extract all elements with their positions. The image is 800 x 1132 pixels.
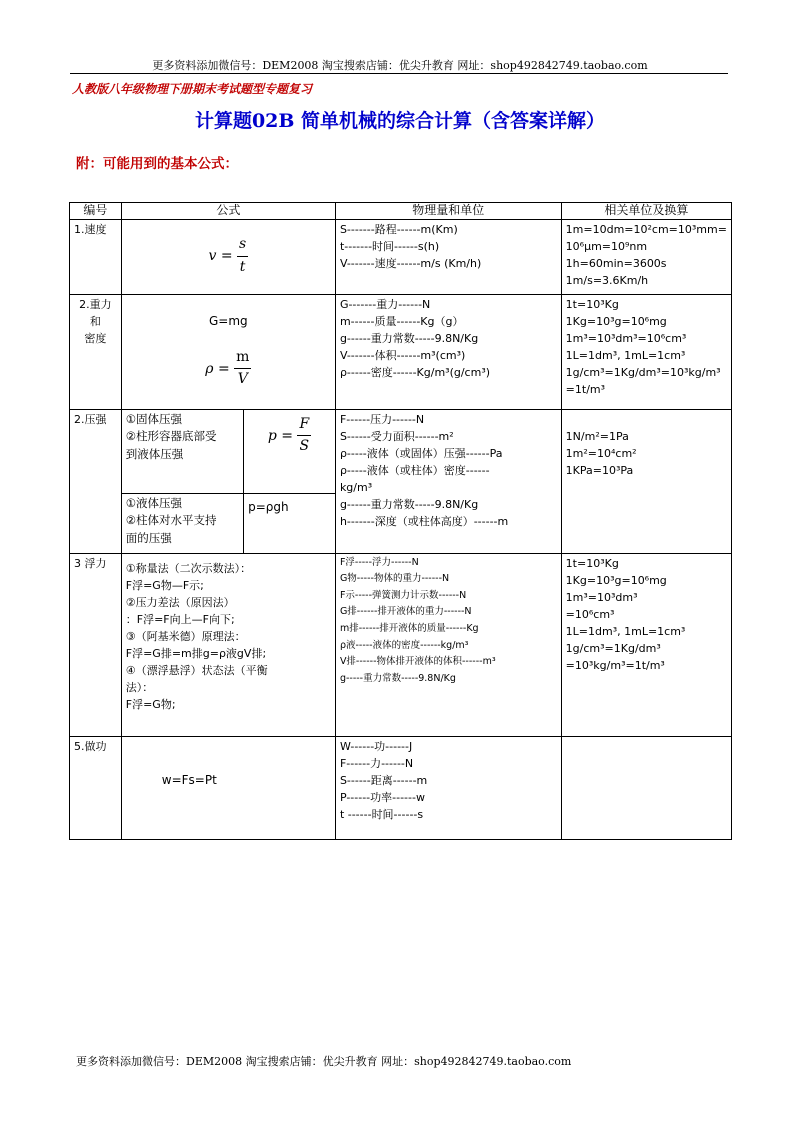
- list-item: G排------排开液体的重力------N: [339, 606, 472, 618]
- list-item: ρ------密度------Kg/m³(g/cm³): [339, 365, 491, 379]
- fraction: $\frac{m}{V}$: [236, 348, 250, 388]
- list-item: F浮-----浮力------N: [339, 556, 419, 568]
- page-footer: 更多资料添加微信号：DEM2008 淘宝搜索店铺：优尖升教育 网址：shop492842749.taobao.com: [76, 1055, 572, 1068]
- list-item: 1g/cm³=1Kg/dm³: [565, 641, 661, 655]
- list-item: G-------重力------N: [339, 297, 431, 311]
- list-item: ④（漂浮悬浮）状态法（平衡: [125, 663, 268, 677]
- gravity-units: [561, 294, 731, 409]
- list-item: 1m/s=3.6Km/h: [565, 273, 649, 287]
- row-label-gravity: 2.重力 和 密度: [70, 294, 122, 409]
- list-item: F------压力------N: [339, 412, 425, 426]
- gravity-formula: G=mg ρ = $\frac{m}{V}$: [121, 294, 335, 409]
- list-item: 1L=1dm³, 1mL=1cm³: [565, 348, 686, 362]
- fraction: $\frac{s}{t}$: [239, 236, 247, 276]
- formula-table: [69, 202, 732, 840]
- speed-quantities: [335, 219, 561, 294]
- col-header-units: 相关单位及换算: [561, 203, 731, 220]
- list-item: =10⁶cm³: [565, 607, 615, 621]
- page-title: 计算题02B 简单机械的综合计算（含答案详解）: [194, 110, 606, 132]
- series-subtitle: 人教版八年级物理下册期末考试题型专题复习: [72, 82, 313, 96]
- list-item: F浮=G物—F示;: [125, 578, 204, 592]
- list-item: ①称量法（二次示数法）：: [125, 561, 252, 575]
- row-label-pressure: 2.压强: [70, 409, 122, 553]
- list-item: g-----重力常数-----9.8N/Kg: [339, 672, 456, 684]
- col-header-quantity: 物理量和单位: [335, 203, 561, 220]
- list-item: F------力------N: [339, 756, 414, 770]
- list-item: g------重力常数-----9.8N/Kg: [339, 331, 479, 345]
- fraction: $\frac{F}{S}$: [299, 415, 310, 455]
- speed-units: [561, 219, 731, 294]
- list-item: 1KPa=10³Pa: [565, 463, 634, 477]
- pressure-formula-2: p=ρgh: [244, 493, 336, 553]
- list-item: h-------深度（或柱体高度）------m: [339, 514, 509, 528]
- list-item: ρ-----液体（或柱体）密度------: [339, 463, 490, 477]
- pressure-case-2: ①液体压强 ②柱体对水平支持 面的压强: [121, 493, 243, 553]
- list-item: 1N/m²=1Pa: [565, 429, 629, 443]
- table-row-gravity: [70, 294, 732, 409]
- buoyancy-quantities: [335, 553, 561, 736]
- list-item: 法）：: [125, 680, 154, 694]
- speed-formula: v = $\frac{s}{t}$: [121, 219, 335, 294]
- list-item: F浮=G物;: [125, 697, 176, 711]
- page-header: 更多资料添加微信号：DEM2008 淘宝搜索店铺：优尖升教育 网址：shop492842749.taobao.com: [152, 59, 648, 72]
- work-formula: w=Fs=Pt: [121, 736, 335, 839]
- list-item: 1t=10³Kg: [565, 297, 619, 311]
- table-header-row: [70, 203, 732, 220]
- list-item: 1Kg=10³g=10⁶mg: [565, 314, 667, 328]
- list-item: 1m²=10⁴cm²: [565, 446, 637, 460]
- row-label-buoyancy: 3 浮力: [70, 553, 122, 736]
- header-divider: [70, 73, 728, 74]
- pressure-units: [561, 409, 731, 553]
- work-units: [561, 736, 731, 839]
- row-label-work: 5.做功: [70, 736, 122, 839]
- list-item: W------功------J: [339, 739, 413, 753]
- formula-section-heading: 附：可能用到的基本公式：: [76, 156, 238, 172]
- buoyancy-units: [561, 553, 731, 736]
- table-row-buoyancy: [70, 553, 732, 736]
- list-item: g------重力常数-----9.8N/Kg: [339, 497, 479, 511]
- list-item: ：F浮=F向上—F向下;: [125, 612, 235, 626]
- table-row-speed: [70, 219, 732, 294]
- list-item: =10³kg/m³=1t/m³: [565, 658, 665, 672]
- list-item: V-------体积------m³(cm³): [339, 348, 466, 362]
- list-item: 1Kg=10³g=10⁶mg: [565, 573, 667, 587]
- work-quantities: [335, 736, 561, 839]
- list-item: G物-----物体的重力------N: [339, 573, 450, 585]
- list-item: F示-----弹簧测力计示数------N: [339, 589, 467, 601]
- pressure-formula-1: p = $\frac{F}{S}$: [244, 409, 336, 493]
- list-item: ρ液-----液体的密度------kg/m³: [339, 639, 469, 651]
- row-label-speed: 1.速度: [70, 219, 122, 294]
- list-item: S-------路程------m(Km): [339, 222, 458, 236]
- list-item: V-------速度------m/s (Km/h): [339, 256, 482, 270]
- list-item: S------距离------m: [339, 773, 428, 787]
- list-item: P------功率------w: [339, 790, 425, 804]
- buoyancy-methods: [121, 553, 335, 736]
- list-item: 10⁶μm=10⁹nm: [565, 239, 648, 253]
- table-row-work: [70, 736, 732, 839]
- list-item: 1m=10dm=10²cm=10³mm=: [565, 222, 727, 236]
- col-header-formula: 公式: [121, 203, 335, 220]
- col-header-id: 编号: [70, 203, 122, 220]
- list-item: 1L=1dm³, 1mL=1cm³: [565, 624, 686, 638]
- table-row-pressure: [70, 409, 732, 493]
- list-item: kg/m³: [339, 480, 373, 494]
- list-item: V排------物体排开液体的体积------m³: [339, 656, 496, 668]
- pressure-case-1: ①固体压强 ②柱形容器底部受 到液体压强: [121, 409, 243, 493]
- gravity-quantities: [335, 294, 561, 409]
- list-item: 1m³=10³dm³: [565, 590, 638, 604]
- list-item: t ------时间------s: [339, 807, 424, 821]
- list-item: ②压力差法（原因法）: [125, 595, 235, 609]
- pressure-quantities: [335, 409, 561, 553]
- list-item: t-------时间------s(h): [339, 239, 440, 253]
- list-item: m------质量------Kg（g）: [339, 314, 464, 328]
- list-item: F浮=G排=m排g=ρ液gV排;: [125, 646, 267, 660]
- list-item: ρ-----液体（或固体）压强------Pa: [339, 446, 503, 460]
- list-item: =1t/m³: [565, 382, 606, 396]
- list-item: ③（阿基米德）原理法：: [125, 629, 246, 643]
- list-item: 1g/cm³=1Kg/dm³=10³kg/m³: [565, 365, 721, 379]
- list-item: S------受力面积------m²: [339, 429, 454, 443]
- list-item: 1h=60min=3600s: [565, 256, 667, 270]
- list-item: m排------排开液体的质量------Kg: [339, 623, 479, 635]
- list-item: 1t=10³Kg: [565, 556, 619, 570]
- list-item: 1m³=10³dm³=10⁶cm³: [565, 331, 687, 345]
